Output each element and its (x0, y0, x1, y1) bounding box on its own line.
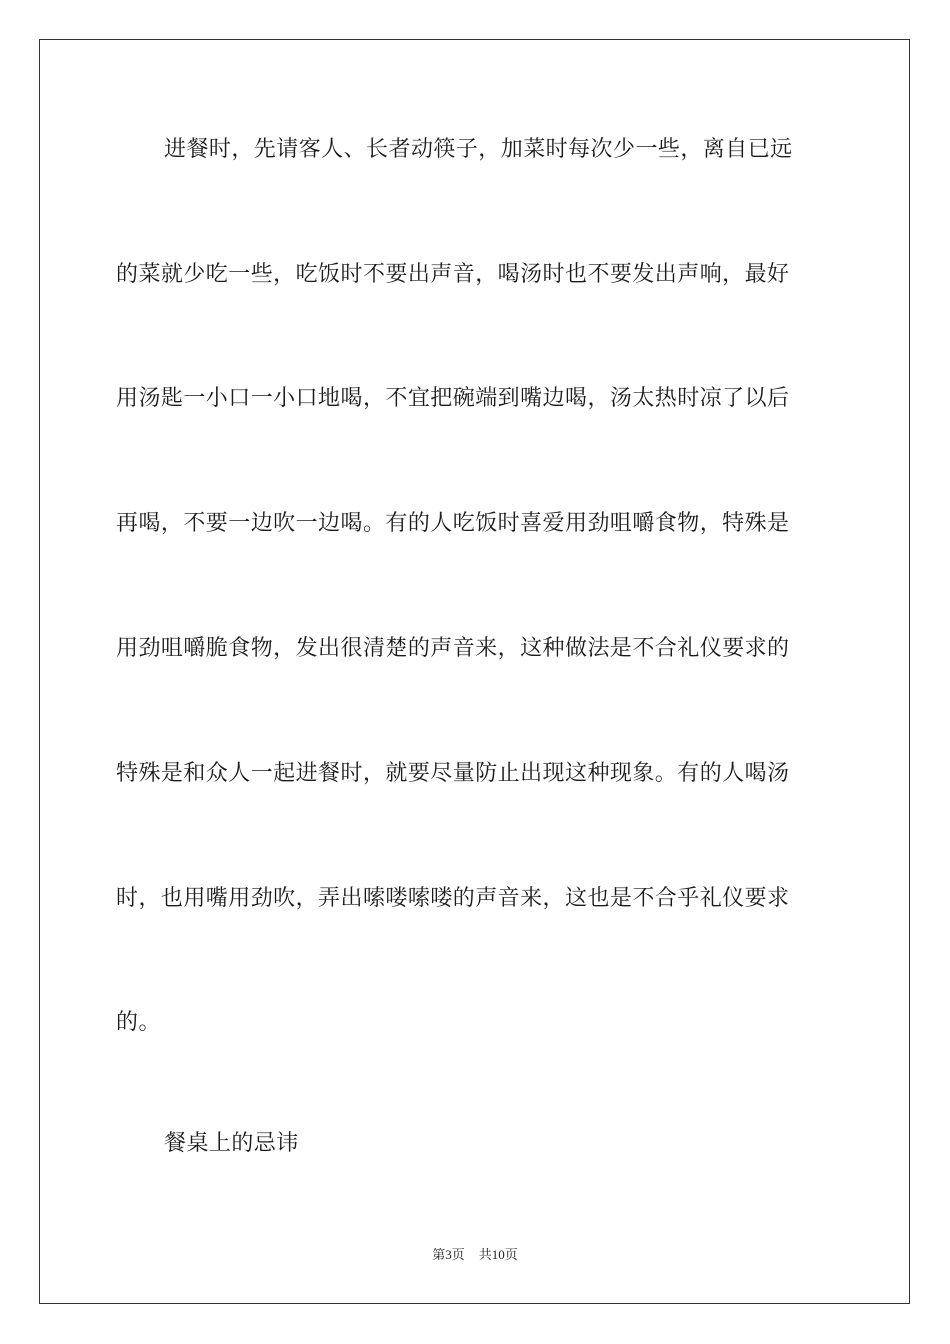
paragraph-line-3: 用汤匙一小口一小口地喝，不宜把碗端到嘴边喝，汤太热时凉了以后 (116, 386, 790, 411)
page-footer (0, 1244, 950, 1263)
section-heading: 餐桌上的忌讳 (164, 1131, 299, 1156)
paragraph-line-1: 进餐时，先请客人、长者动筷子，加菜时每次少一些，离自已远 (164, 137, 793, 162)
paragraph-line-5: 用劲咀嚼脆食物，发出很清楚的声音来，这种做法是不合礼仪要求的 (116, 636, 790, 661)
page-border (39, 39, 910, 1304)
paragraph-line-6: 特殊是和众人一起进餐时，就要尽量防止出现这种现象。有的人喝汤 (116, 761, 790, 786)
page-number: 第3页 (432, 1247, 465, 1262)
paragraph-line-8: 的。 (116, 1010, 161, 1035)
page-total: 共10页 (478, 1247, 518, 1262)
paragraph-line-4: 再喝，不要一边吹一边喝。有的人吃饭时喜爱用劲咀嚼食物，特殊是 (116, 511, 790, 536)
paragraph-line-7: 时，也用嘴用劲吹，弄出嗦喽嗦喽的声音来，这也是不合乎礼仪要求 (116, 886, 790, 911)
paragraph-line-2: 的菜就少吃一些，吃饭时不要出声音，喝汤时也不要发出声响，最好 (116, 262, 790, 287)
